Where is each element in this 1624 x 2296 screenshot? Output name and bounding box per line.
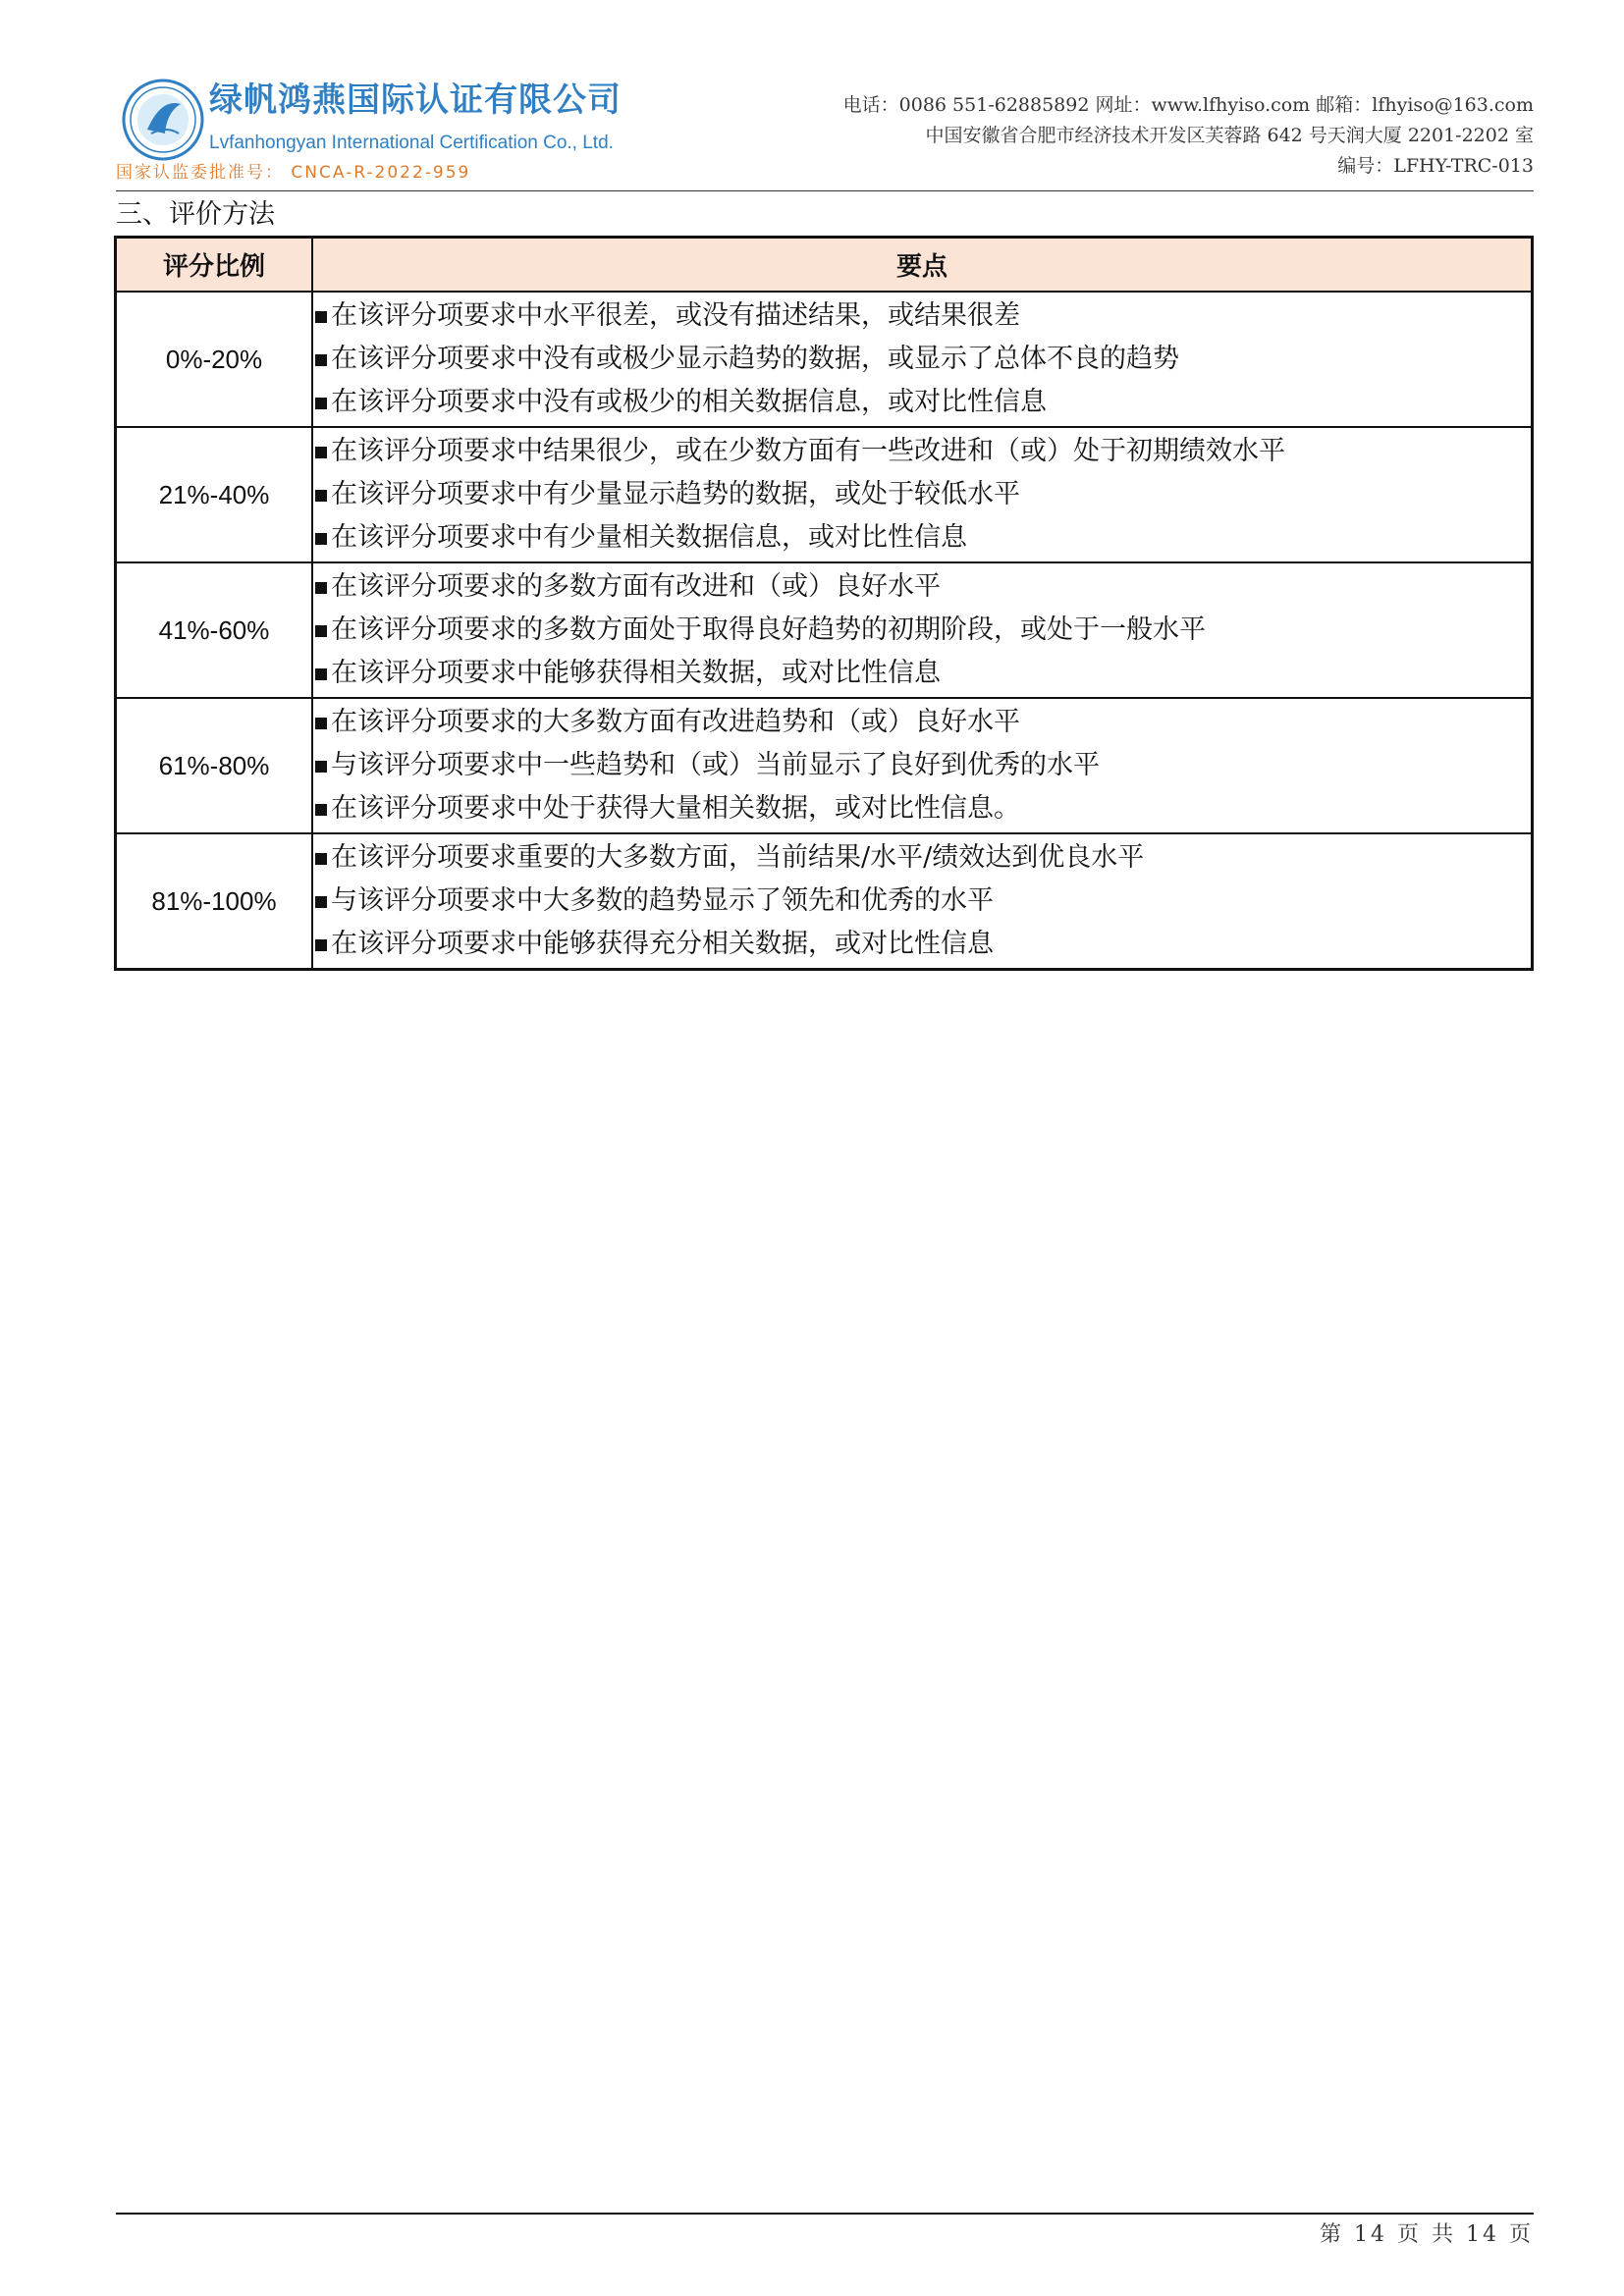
company-logo — [116, 79, 626, 187]
page-number: 第 14 页 共 14 页 — [1320, 2222, 1534, 2247]
address-line: 中国安徽省合肥市经济技术开发区芙蓉路 642 号天润大厦 2201-2202 室 — [925, 125, 1534, 146]
square-bullet-icon — [315, 853, 327, 865]
list-item — [315, 652, 1531, 695]
square-bullet-icon — [315, 625, 327, 637]
company-name-cn: 绿帆鸿燕国际认证有限公司 — [209, 80, 622, 120]
square-bullet-icon — [315, 668, 327, 680]
column-header-score-ratio: 评分比例 — [116, 238, 313, 293]
point-text: 在该评分项要求的大多数方面有改进趋势和（或）良好水平 — [331, 707, 1020, 737]
square-bullet-icon — [315, 896, 327, 908]
square-bullet-icon — [315, 761, 327, 773]
list-item — [315, 880, 1531, 923]
list-item — [315, 338, 1531, 381]
header-divider — [116, 190, 1534, 191]
point-text: 在该评分项要求重要的大多数方面，当前结果/水平/绩效达到优良水平 — [331, 842, 1145, 873]
footer-divider — [116, 2213, 1534, 2215]
point-text: 与该评分项要求中大多数的趋势显示了领先和优秀的水平 — [331, 885, 994, 916]
contact-line: 电话：0086 551-62885892 网址：www.lfhyiso.com 邮箱：lfhyiso@163.com — [842, 94, 1534, 116]
section-title: 三、评价方法 — [116, 199, 275, 230]
table-row — [116, 833, 1533, 970]
square-bullet-icon — [315, 804, 327, 816]
table-row — [116, 292, 1533, 427]
key-points-cell — [312, 292, 1533, 427]
list-item — [315, 744, 1531, 787]
point-text: 在该评分项要求中处于获得大量相关数据，或对比性信息。 — [331, 793, 1020, 824]
point-text: 在该评分项要求中水平很差，或没有描述结果，或结果很差 — [331, 300, 1020, 331]
square-bullet-icon — [315, 447, 327, 458]
square-bullet-icon — [315, 354, 327, 366]
key-points-cell — [312, 698, 1533, 833]
list-item — [315, 473, 1531, 516]
list-item — [315, 923, 1531, 966]
table-header-row — [116, 238, 1533, 293]
key-points-cell — [312, 427, 1533, 562]
square-bullet-icon — [315, 398, 327, 409]
square-bullet-icon — [315, 939, 327, 951]
list-item — [315, 836, 1531, 880]
list-item — [315, 701, 1531, 744]
list-item — [315, 565, 1531, 609]
score-range-cell: 61%-80% — [116, 698, 313, 833]
list-item — [315, 381, 1531, 424]
square-bullet-icon — [315, 582, 327, 594]
contact-block — [843, 90, 1534, 182]
score-range-cell: 41%-60% — [116, 562, 313, 698]
list-item — [315, 294, 1531, 338]
point-text: 在该评分项要求中结果很少，或在少数方面有一些改进和（或）处于初期绩效水平 — [331, 436, 1285, 466]
point-text: 在该评分项要求中没有或极少的相关数据信息，或对比性信息 — [331, 387, 1047, 417]
square-bullet-icon — [315, 718, 327, 729]
key-points-cell — [312, 562, 1533, 698]
scoring-table — [114, 236, 1534, 971]
point-text: 在该评分项要求的多数方面处于取得良好趋势的初期阶段，或处于一般水平 — [331, 614, 1206, 645]
point-text: 在该评分项要求中能够获得充分相关数据，或对比性信息 — [331, 929, 994, 959]
score-range-cell: 21%-40% — [116, 427, 313, 562]
score-range-cell: 81%-100% — [116, 833, 313, 970]
square-bullet-icon — [315, 490, 327, 502]
point-text: 在该评分项要求中没有或极少显示趋势的数据，或显示了总体不良的趋势 — [331, 344, 1179, 374]
square-bullet-icon — [315, 311, 327, 323]
key-points-cell — [312, 833, 1533, 970]
company-emblem-icon — [122, 79, 204, 161]
table-row — [116, 698, 1533, 833]
point-text: 在该评分项要求中有少量显示趋势的数据，或处于较低水平 — [331, 479, 1020, 509]
table-row — [116, 427, 1533, 562]
point-text: 在该评分项要求中能够获得相关数据，或对比性信息 — [331, 658, 941, 688]
column-header-key-points: 要点 — [312, 238, 1533, 293]
page-header — [116, 79, 1534, 187]
document-number: 编号：LFHY-TRC-013 — [1337, 155, 1534, 177]
square-bullet-icon — [315, 533, 327, 545]
table-row — [116, 562, 1533, 698]
company-name-en: Lvfanhongyan International Certification Co., Ltd. — [209, 133, 614, 153]
list-item — [315, 516, 1531, 560]
point-text: 在该评分项要求中有少量相关数据信息，或对比性信息 — [331, 522, 967, 553]
approval-number: 国家认监委批准号： CNCA-R-2022-959 — [116, 163, 471, 183]
score-range-cell: 0%-20% — [116, 292, 313, 427]
list-item — [315, 787, 1531, 830]
point-text: 与该评分项要求中一些趋势和（或）当前显示了良好到优秀的水平 — [331, 750, 1100, 780]
list-item — [315, 430, 1531, 473]
list-item — [315, 609, 1531, 652]
point-text: 在该评分项要求的多数方面有改进和（或）良好水平 — [331, 571, 941, 602]
